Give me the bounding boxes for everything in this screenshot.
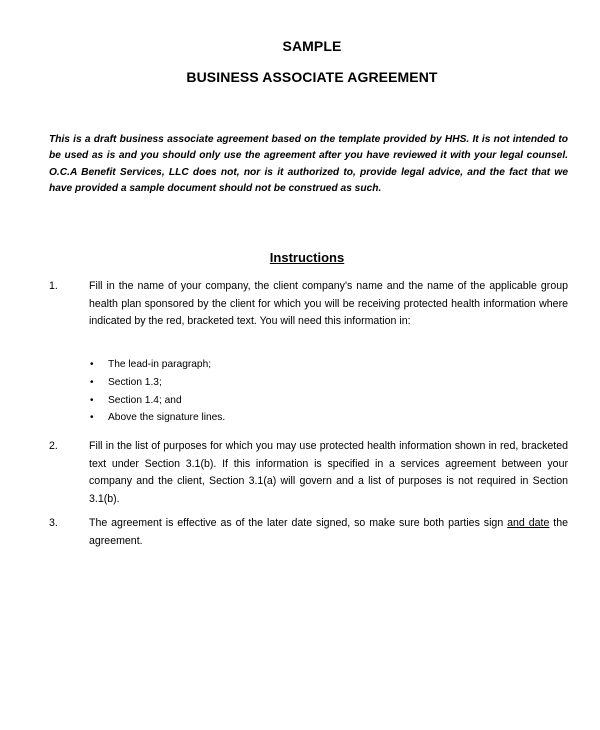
document-title-sample: SAMPLE (282, 38, 342, 54)
instruction-text (89, 515, 568, 550)
bullet-icon: • (90, 412, 94, 424)
disclaimer-paragraph: This is a draft business associate agreement based on the template provided by HHS. It is not intended to be used as is and you should only use the agreement after you have reviewed it with your legal counsel. O.C.A Benefit Services, LLC does not, nor is it authorized to, provide legal advice, and the fact that we have provided a sample document should not be construed as such. (49, 134, 568, 195)
instructions-heading (0, 250, 600, 265)
instruction-number: 1. (49, 280, 58, 292)
document-title: BUSINESS ASSOCIATE AGREEMENT (186, 69, 438, 85)
bullet-text: Above the signature lines. (108, 412, 226, 424)
instruction-text-end: the agreement. (89, 517, 569, 547)
bullet-icon: • (90, 376, 94, 388)
bullet-icon: • (90, 394, 94, 406)
instruction-number: 3. (49, 517, 58, 529)
bullet-text: The lead-in paragraph; (108, 359, 212, 370)
bullet-list (89, 356, 225, 427)
instruction-item-1 (49, 278, 568, 331)
instruction-text-start: The agreement is effective as of the later date signed, so make sure both parties sign (89, 517, 508, 529)
bullet-text: Section 1.3; (108, 376, 162, 388)
instructions-heading-text: Instructions (269, 250, 345, 265)
instruction-item-2 (49, 438, 568, 508)
instruction-number: 2. (49, 440, 58, 452)
underlined-phrase: and date (507, 517, 550, 529)
instruction-item-3 (49, 515, 568, 550)
list-item (89, 374, 225, 392)
list-item (89, 356, 225, 374)
list-item (89, 409, 225, 427)
bullet-icon: • (90, 359, 94, 370)
instruction-text: Fill in the list of purposes for which you may use protected health information shown in red, bracketed text under Section 3.1(b). If this information is specified in a services agreement between your company and the client, Section 3.1(a) will govern and a list of purposes is not required in Section 3.1(b). (89, 440, 568, 505)
list-item (89, 392, 225, 410)
instruction-text: Fill in the name of your company, the client company's name and the name of the applicable group health plan sponsored by the client for which you will be receiving protected health information where indicated by the red, bracketed text. You will need this information in: (89, 280, 568, 328)
bullet-text: Section 1.4; and (108, 394, 182, 406)
